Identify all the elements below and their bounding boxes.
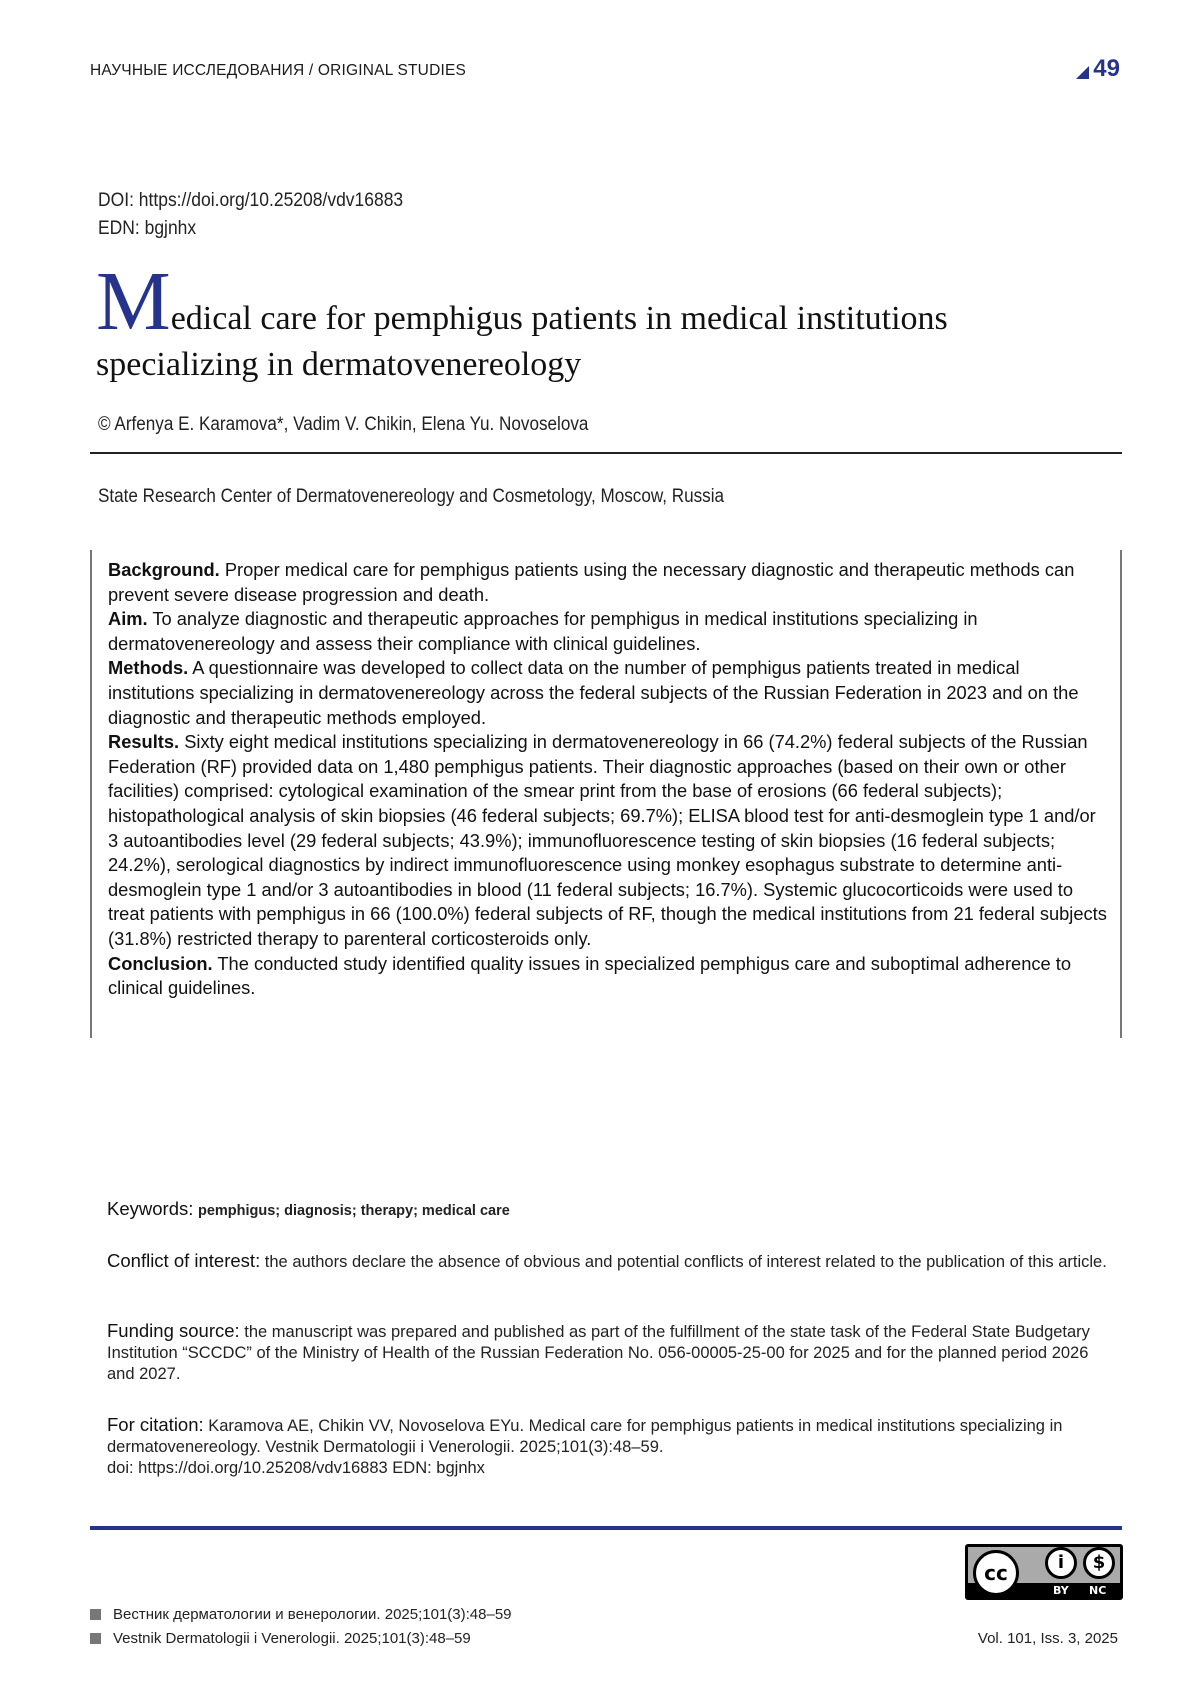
citation-label: For citation: (107, 1414, 204, 1435)
keywords-label: Keywords: (107, 1198, 194, 1219)
square-bullet-icon (90, 1609, 101, 1620)
conflict-of-interest (107, 1250, 1117, 1273)
footer-journal-ru: Вестник дерматологии и венерологии. 2025;101(3):48–59 (90, 1606, 512, 1623)
divider (90, 452, 1122, 454)
abstract-background: Background. Proper medical care for pemphigus patients using the necessary diagnostic and therapeutic methods can prevent severe disease progression and death. (108, 559, 1075, 605)
attribution-icon: i (1045, 1547, 1077, 1579)
citation (107, 1414, 1117, 1479)
funding-label: Funding source: (107, 1320, 240, 1341)
nc-label: NC (1089, 1584, 1107, 1597)
footer-volume: Vol. 101, Iss. 3, 2025 (977, 1630, 1118, 1647)
cc-license-badge[interactable] (965, 1544, 1123, 1600)
footer-journal-en: Vestnik Dermatologii i Venerologii. 2025;101(3):48–59 (90, 1630, 471, 1647)
keywords (107, 1198, 1117, 1222)
title-dropcap: M (96, 255, 171, 348)
abstract-box (90, 550, 1122, 1038)
funding-value: the manuscript was prepared and published as part of the fulfillment of the state task of the Federal State Budgetary Institution “SCCDC” of the Ministry of Health of the Russian Federation No. 056-00005-25-00 for 2025 and for the planned period 2026 and 2027. (107, 1323, 1090, 1383)
by-label: BY (1053, 1584, 1069, 1597)
affiliation: State Research Center of Dermatovenereology and Cosmetology, Moscow, Russia (98, 486, 725, 507)
doi-line[interactable]: DOI: https://doi.org/10.25208/vdv16883 (98, 190, 404, 211)
funding-source (107, 1320, 1117, 1385)
square-bullet-icon (90, 1633, 101, 1644)
page-number-value: 49 (1093, 55, 1120, 82)
authors: © Arfenya E. Karamova*, Vadim V. Chikin, Elena Yu. Novoselova (98, 414, 589, 435)
abstract-methods: Methods. A questionnaire was developed to collect data on the number of pemphigus patients treated in medical institutions specializing in dermatovenereology across the federal subjects of the Russian Federation in 2023 and on the diagnostic and therapeutic methods employed. (108, 657, 1079, 728)
abstract-results: Results. Sixty eight medical institutions specializing in dermatovenereology in 66 (74.2%) federal subjects of the Russian Federation (RF) provided data on 1,480 pemphigus patients. Their diagnostic approaches (based on their own or other facilities) comprised: cytological examination of the smear print from the base of erosions (66 federal subjects); histopathological analysis of skin biopsies (46 federal subjects; 69.7%); ELISA blood test for anti-desmoglein type 1 and/or 3 autoantibodies level (29 federal subjects; 43.9%); immunofluorescence testing of skin biopsies (16 federal subjects; 24.2%), serological diagnostics by indirect immunofluorescence using monkey esophagus substrate to determine anti-desmoglein type 1 and/or 3 autoantibodies in blood (11 federal subjects; 16.7%). Systemic glucocorticoids were used to treat patients with pemphigus in 66 (100.0%) federal subjects of RF, though the medical institutions from 21 federal subjects (31.8%) restricted therapy to parenteral corticosteroids only. (108, 731, 1107, 949)
citation-value: Karamova AE, Chikin VV, Novoselova EYu. Medical care for pemphigus patients in medical institutions specializing in dermatovenereology. Vestnik Dermatologii i Venerologii. 2025;101(3):48–59. (107, 1417, 1063, 1456)
cc-icon: cc (973, 1550, 1019, 1596)
article-title (96, 255, 1116, 388)
conflict-label: Conflict of interest: (107, 1250, 261, 1271)
citation-doi[interactable]: doi: https://doi.org/10.25208/vdv16883 EDN: bgjnhx (107, 1459, 485, 1477)
conflict-value: the authors declare the absence of obvious and potential conflicts of interest related to the publication of this article. (264, 1253, 1107, 1271)
abstract-text (108, 558, 1108, 1001)
keywords-value: pemphigus; diagnosis; therapy; medical care (197, 1203, 510, 1219)
title-line1: edical care for pemphigus patients in medical institutions (170, 300, 948, 337)
abstract-aim: Aim. To analyze diagnostic and therapeutic approaches for pemphigus in medical institutions specializing in dermatovenereology and assess their compliance with clinical guidelines. (108, 608, 978, 654)
identifiers (98, 187, 403, 243)
edn-line: EDN: bgjnhx (98, 218, 197, 239)
abstract-conclusion: Conclusion. The conducted study identified quality issues in specialized pemphigus care and suboptimal adherence to clinical guidelines. (108, 952, 1072, 999)
triangle-icon (1076, 66, 1089, 79)
footer-divider (90, 1526, 1122, 1530)
running-head: НАУЧНЫЕ ИССЛЕДОВАНИЯ / ORIGINAL STUDIES (90, 62, 467, 79)
page-number (1076, 55, 1120, 83)
title-line2: specializing in dermatovenereology (96, 346, 582, 383)
noncommercial-icon: $ (1083, 1547, 1115, 1579)
